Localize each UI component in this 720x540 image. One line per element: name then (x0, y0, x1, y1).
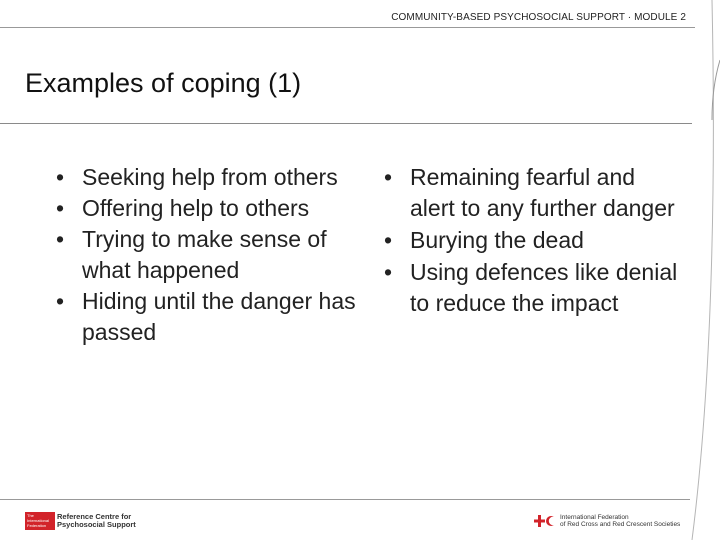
decorative-curve (690, 0, 720, 540)
ifrc-logo-text (560, 514, 680, 528)
logo-line: International Federation (560, 514, 629, 521)
bullet-text: Trying to make sense of what happened (82, 226, 327, 283)
bullet-text: Using defences like denial to reduce the impact (410, 259, 678, 316)
red-cross-crescent-icon (534, 514, 556, 528)
bullet-icon: • (56, 164, 65, 190)
bullet-text: Seeking help from others (82, 164, 338, 190)
title-divider (0, 123, 692, 124)
list-item (56, 193, 368, 224)
right-bullet-column (384, 162, 684, 320)
bullet-icon: • (384, 164, 393, 190)
logo-line: of Red Cross and Red Crescent Societies (560, 521, 681, 528)
list-item (384, 162, 684, 224)
bullet-text: Remaining fearful and alert to any further danger (410, 164, 675, 221)
reference-centre-logo (25, 512, 136, 530)
slide-title: Examples of coping (1) (25, 68, 302, 98)
ifrc-logo (534, 513, 680, 529)
list-item (56, 286, 368, 348)
left-bullet-column (56, 162, 368, 348)
bullet-text: Hiding until the danger has passed (82, 288, 356, 345)
bullet-text: Burying the dead (410, 227, 584, 253)
logo-line: Psychosocial Support (57, 520, 136, 529)
bullet-icon: • (384, 259, 393, 285)
reference-centre-logo-text (57, 513, 136, 529)
list-item (56, 224, 368, 286)
header-rule (0, 27, 695, 28)
bullet-icon: • (56, 288, 65, 314)
bullet-text: Offering help to others (82, 195, 310, 221)
logo-line: Reference Centre for (57, 512, 132, 521)
bullet-icon: • (56, 195, 65, 221)
bullet-icon: • (56, 226, 65, 252)
list-item (384, 225, 684, 256)
list-item (384, 257, 684, 319)
bullet-icon: • (384, 227, 393, 253)
module-header: COMMUNITY-BASED PSYCHOSOCIAL SUPPORT · MODULE 2 (391, 12, 686, 23)
reference-centre-logo-mark: The International Federation (25, 512, 55, 530)
list-item (56, 162, 368, 193)
footer-rule (0, 499, 690, 500)
